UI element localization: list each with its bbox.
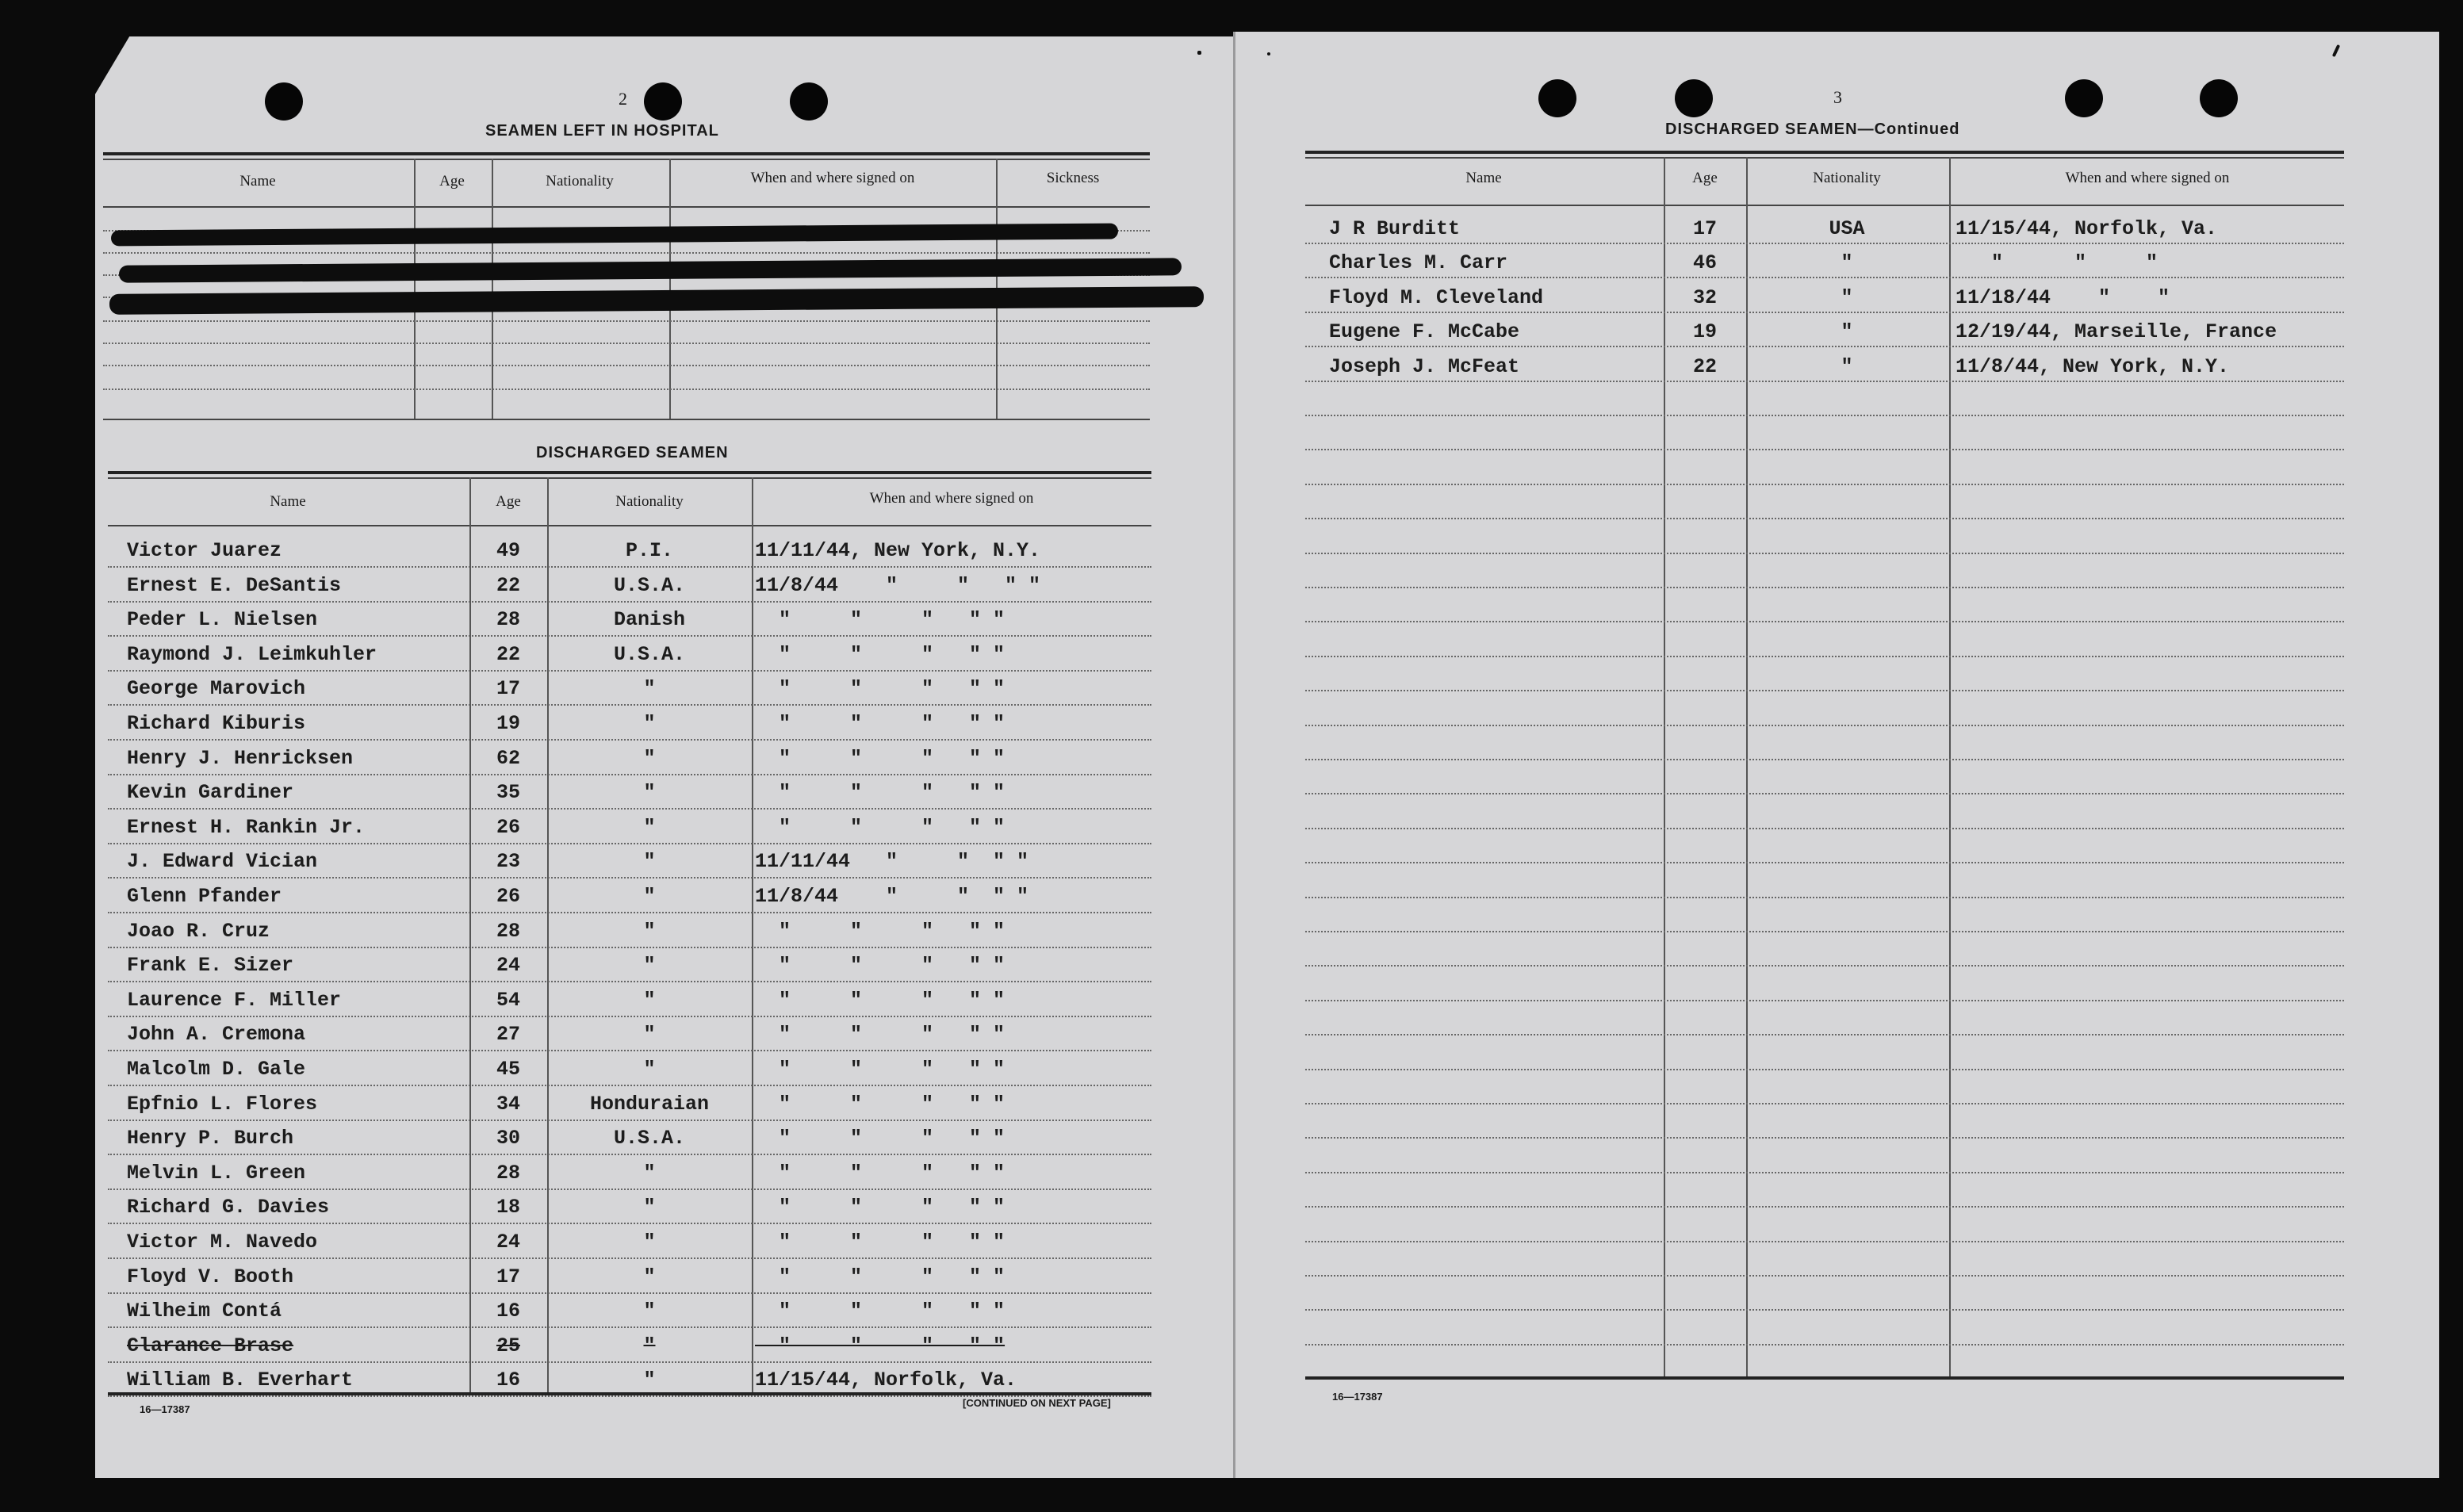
seaman-age: 35 (496, 781, 520, 804)
row-line (1305, 243, 2344, 244)
row-line (108, 1292, 1151, 1294)
row-line (1305, 1172, 2344, 1173)
row-line (1305, 1137, 2344, 1139)
row-line (1305, 1103, 2344, 1104)
seaman-age: 17 (1692, 217, 1717, 240)
seaman-name: Frank E. Sizer (127, 954, 294, 977)
row-line (108, 843, 1151, 844)
row-line (1305, 1241, 2344, 1242)
rule (1305, 157, 2344, 159)
punch-hole (265, 82, 303, 121)
row-line (108, 877, 1151, 878)
seaman-name: Clarance Brase (127, 1334, 294, 1357)
row-line (108, 947, 1151, 948)
column-header: When and where signed on (869, 490, 1034, 507)
hospital-section-title: SEAMEN LEFT IN HOSPITAL (485, 122, 719, 140)
rule (103, 152, 1150, 155)
row-line (1305, 449, 2344, 450)
seaman-signed-on: " " " " " (755, 677, 1006, 700)
column-header: Name (239, 173, 276, 189)
seaman-signed-on: " " " " " (755, 1196, 1006, 1219)
seaman-nationality: " (643, 920, 656, 943)
row-line (1305, 656, 2344, 657)
punch-hole (2065, 79, 2103, 117)
seaman-signed-on: " " " " " (755, 1231, 1006, 1254)
seaman-age: 16 (496, 1300, 520, 1323)
rule (103, 159, 1150, 160)
seaman-nationality: P.I. (625, 539, 673, 562)
row-line (108, 739, 1151, 741)
discharged-continued-title: DISCHARGED SEAMEN—Continued (1665, 121, 1960, 138)
column-header: Name (1465, 170, 1502, 186)
row-line (1305, 415, 2344, 416)
seaman-age: 22 (496, 574, 520, 597)
rule (108, 471, 1151, 474)
seaman-name: Richard G. Davies (127, 1196, 330, 1219)
row-line (1305, 518, 2344, 519)
seaman-signed-on: 11/8/44, New York, N.Y. (1955, 355, 2230, 378)
form-code: 16—17387 (140, 1403, 190, 1415)
seaman-name: Wilheim Contá (127, 1300, 282, 1323)
seaman-nationality: " (643, 989, 656, 1012)
seaman-name: Joseph J. McFeat (1329, 355, 1520, 378)
seaman-age: 17 (496, 1265, 520, 1288)
row-line (1305, 1275, 2344, 1277)
row-line (1305, 690, 2344, 691)
seaman-nationality: USA (1829, 217, 1865, 240)
seaman-signed-on: " " " " " (755, 816, 1006, 839)
row-line (108, 981, 1151, 982)
seaman-nationality: U.S.A. (613, 643, 685, 666)
seaman-name: Victor Juarez (127, 539, 282, 562)
row-line (1305, 381, 2344, 382)
seaman-signed-on: " " " " " (755, 1058, 1006, 1081)
seaman-nationality: " (643, 747, 656, 770)
seaman-age: 25 (496, 1334, 520, 1357)
seaman-name: Floyd V. Booth (127, 1265, 294, 1288)
row-line (1305, 621, 2344, 622)
seaman-signed-on: " " " " " (755, 712, 1006, 735)
column-header: Name (270, 493, 306, 510)
seaman-age: 19 (1692, 320, 1717, 343)
seaman-name: Melvin L. Green (127, 1162, 306, 1185)
column-header: Sickness (1046, 170, 1100, 186)
seaman-nationality: " (643, 712, 656, 735)
row-line (103, 252, 1150, 254)
row-line (108, 1395, 1151, 1397)
seaman-age: 30 (496, 1127, 520, 1150)
seaman-name: Raymond J. Leimkuhler (127, 643, 377, 666)
column-header: Nationality (546, 173, 614, 189)
page-number: 3 (1833, 87, 1842, 107)
seaman-name: George Marovich (127, 677, 306, 700)
seaman-nationality: " (643, 850, 656, 873)
seaman-age: 28 (496, 608, 520, 631)
column-header: When and where signed on (750, 170, 915, 186)
row-line (1305, 1206, 2344, 1208)
row-line (1305, 862, 2344, 863)
seaman-nationality: " (643, 1300, 656, 1323)
seaman-age: 28 (496, 1162, 520, 1185)
seaman-age: 27 (496, 1023, 520, 1046)
seaman-signed-on: 11/18/44 " " (1955, 286, 2170, 309)
seaman-name: Charles M. Carr (1329, 251, 1508, 274)
punch-hole (2200, 79, 2238, 117)
row-line (1305, 828, 2344, 829)
column-divider (669, 159, 671, 419)
seaman-name: Kevin Gardiner (127, 781, 294, 804)
seaman-signed-on: 11/15/44, Norfolk, Va. (1955, 217, 2218, 240)
seaman-nationality: " (643, 1231, 656, 1254)
seaman-name: J. Edward Vician (127, 850, 318, 873)
seaman-name: William B. Everhart (127, 1368, 354, 1391)
row-line (108, 808, 1151, 810)
seaman-signed-on: 11/11/44, New York, N.Y. (755, 539, 1041, 562)
row-line (1305, 553, 2344, 554)
page-gutter (1233, 32, 1235, 1478)
form-code: 16—17387 (1332, 1391, 1383, 1403)
rule (1305, 205, 2344, 206)
rule (103, 206, 1150, 208)
row-line (1305, 1344, 2344, 1345)
row-line (108, 601, 1151, 603)
rule (108, 525, 1151, 526)
row-line (108, 912, 1151, 913)
seaman-age: 28 (496, 920, 520, 943)
row-line (108, 1189, 1151, 1190)
column-header: Age (496, 493, 521, 510)
discharged-section-title: DISCHARGED SEAMEN (536, 444, 729, 461)
row-line (1305, 1069, 2344, 1070)
seaman-nationality: U.S.A. (613, 1127, 685, 1150)
seaman-age: 23 (496, 850, 520, 873)
row-line (1305, 484, 2344, 485)
seaman-signed-on: " " " " " (755, 608, 1006, 631)
seaman-nationality: Honduraian (589, 1093, 710, 1116)
seaman-age: 32 (1692, 286, 1717, 309)
seaman-name: Victor M. Navedo (127, 1231, 318, 1254)
seaman-nationality: " (643, 1058, 656, 1081)
seaman-age: 62 (496, 747, 520, 770)
rule (103, 419, 1150, 420)
scan-speck (1267, 52, 1270, 56)
seaman-nationality: " (1841, 251, 1853, 274)
row-line (108, 635, 1151, 637)
seaman-signed-on: " " " " " (755, 1300, 1006, 1323)
row-line (1305, 931, 2344, 932)
row-line (108, 1223, 1151, 1224)
seaman-nationality: " (643, 677, 656, 700)
row-line (1305, 1034, 2344, 1035)
punch-hole (1675, 79, 1713, 117)
seaman-nationality: " (643, 954, 656, 977)
seaman-nationality: " (643, 1162, 656, 1185)
row-line (108, 670, 1151, 672)
seaman-signed-on: " " " " " (755, 989, 1006, 1012)
seaman-name: Floyd M. Cleveland (1329, 286, 1544, 309)
seaman-age: 46 (1692, 251, 1717, 274)
seaman-signed-on: " " " " " (755, 781, 1006, 804)
column-header: Nationality (615, 493, 684, 510)
page-number: 2 (619, 89, 627, 109)
seaman-name: Peder L. Nielsen (127, 608, 318, 631)
seaman-age: 22 (1692, 355, 1717, 378)
seaman-nationality: " (643, 1265, 656, 1288)
column-divider (492, 159, 493, 419)
seaman-signed-on: 11/15/44, Norfolk, Va. (755, 1368, 1017, 1391)
rule (1305, 1376, 2344, 1380)
seaman-signed-on: " " " " " (755, 747, 1006, 770)
seaman-nationality: " (1841, 286, 1853, 309)
seaman-signed-on: 11/8/44 " " " " (755, 574, 1041, 597)
seaman-name: Malcolm D. Gale (127, 1058, 306, 1081)
seaman-nationality: U.S.A. (613, 574, 685, 597)
seaman-signed-on: " " " " " (755, 1093, 1006, 1116)
row-line (103, 343, 1150, 344)
row-line (108, 1326, 1151, 1328)
column-divider (414, 159, 416, 419)
row-line (103, 389, 1150, 390)
seaman-signed-on: " " " " " (755, 1023, 1006, 1046)
seaman-nationality: " (643, 1023, 656, 1046)
seaman-age: 24 (496, 954, 520, 977)
seaman-name: Richard Kiburis (127, 712, 306, 735)
row-line (108, 1361, 1151, 1363)
column-header: When and where signed on (2065, 170, 2230, 186)
seaman-signed-on: " " " " " (755, 1334, 1006, 1357)
seaman-age: 34 (496, 1093, 520, 1116)
seaman-signed-on: " " " " " (755, 1265, 1006, 1288)
row-line (1305, 759, 2344, 760)
row-line (1305, 312, 2344, 313)
seaman-nationality: " (1841, 355, 1853, 378)
seaman-signed-on: " " " " " (755, 1162, 1006, 1185)
row-line (108, 1120, 1151, 1121)
row-line (108, 1085, 1151, 1086)
seaman-signed-on: " " " " " (755, 954, 1006, 977)
seaman-name: Henry J. Henricksen (127, 747, 354, 770)
seaman-age: 26 (496, 885, 520, 908)
seaman-name: Joao R. Cruz (127, 920, 270, 943)
seaman-signed-on: " " " " " (755, 643, 1006, 666)
seaman-name: Ernest H. Rankin Jr. (127, 816, 366, 839)
seaman-age: 16 (496, 1368, 520, 1391)
column-divider (1949, 157, 1951, 1378)
seaman-age: 18 (496, 1196, 520, 1219)
continued-note: [CONTINUED ON NEXT PAGE] (963, 1397, 1111, 1409)
seaman-signed-on: 11/11/44 " " " " (755, 850, 1029, 873)
row-line (108, 1050, 1151, 1051)
row-line (1305, 587, 2344, 588)
row-line (1305, 1000, 2344, 1001)
seaman-age: 22 (496, 643, 520, 666)
row-line (1305, 346, 2344, 347)
seaman-signed-on: 12/19/44, Marseille, France (1955, 320, 2277, 343)
punch-hole (790, 82, 828, 121)
row-line (1305, 1309, 2344, 1311)
seaman-signed-on: " " " (1955, 251, 2158, 274)
row-line (1305, 277, 2344, 278)
seaman-nationality: Danish (613, 608, 685, 631)
seaman-name: Eugene F. McCabe (1329, 320, 1520, 343)
seaman-age: 49 (496, 539, 520, 562)
row-line (103, 320, 1150, 322)
seaman-nationality: " (1841, 320, 1853, 343)
seaman-age: 19 (496, 712, 520, 735)
seaman-name: John A. Cremona (127, 1023, 306, 1046)
seaman-name: Henry P. Burch (127, 1127, 294, 1150)
seaman-name: Glenn Pfander (127, 885, 282, 908)
row-line (1305, 725, 2344, 726)
punch-hole (644, 82, 682, 121)
seaman-name: J R Burditt (1329, 217, 1461, 240)
seaman-age: 17 (496, 677, 520, 700)
row-line (108, 774, 1151, 775)
row-line (1305, 897, 2344, 898)
seaman-nationality: " (643, 1196, 656, 1219)
row-line (108, 704, 1151, 706)
row-line (108, 1257, 1151, 1259)
column-header: Nationality (1813, 170, 1881, 186)
seaman-nationality: " (643, 885, 656, 908)
seaman-signed-on: 11/8/44 " " " " (755, 885, 1029, 908)
seaman-age: 54 (496, 989, 520, 1012)
seaman-name: Laurence F. Miller (127, 989, 342, 1012)
rule (1305, 151, 2344, 154)
seaman-nationality: " (643, 816, 656, 839)
seaman-nationality: " (643, 1334, 656, 1357)
right-page (1234, 32, 2439, 1478)
seaman-age: 26 (496, 816, 520, 839)
seaman-nationality: " (643, 781, 656, 804)
seaman-age: 45 (496, 1058, 520, 1081)
row-line (108, 1154, 1151, 1155)
seaman-name: Ernest E. DeSantis (127, 574, 342, 597)
row-line (108, 1016, 1151, 1017)
row-line (103, 365, 1150, 366)
seaman-signed-on: " " " " " (755, 920, 1006, 943)
row-line (1305, 965, 2344, 967)
seaman-name: Epfnio L. Flores (127, 1093, 318, 1116)
row-line (108, 566, 1151, 568)
punch-hole (1538, 79, 1576, 117)
seaman-age: 24 (496, 1231, 520, 1254)
row-line (1305, 793, 2344, 794)
seaman-nationality: " (643, 1368, 656, 1391)
column-header: Age (439, 173, 465, 189)
seaman-signed-on: " " " " " (755, 1127, 1006, 1150)
rule (108, 477, 1151, 479)
scan-speck (1197, 51, 1201, 55)
column-header: Age (1692, 170, 1718, 186)
